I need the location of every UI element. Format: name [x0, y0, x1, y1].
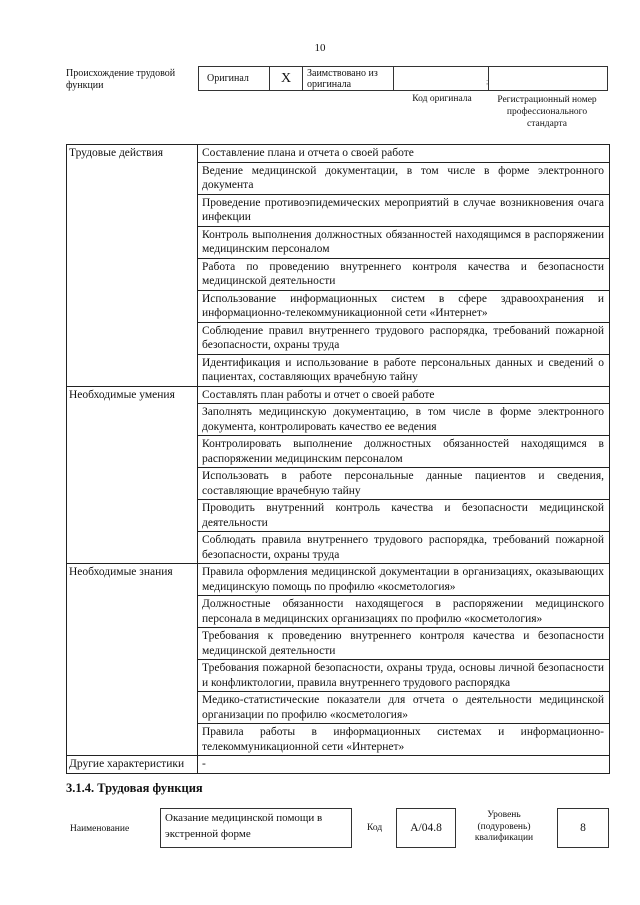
section-heading: 3.1.4. Трудовая функция [66, 781, 203, 795]
table-row: Составлять план работы и отчет о своей работе [202, 388, 435, 401]
table-row: Идентификация и использование в работе персональных данных и сведений о пациентах, составляющих врачебную тайну [198, 354, 609, 386]
function-name-box: Оказание медицинской помощи в экстренной форме [160, 808, 352, 848]
table-row: Использование информационных систем в сфере здравоохранения и информационно-телекоммуникационной сети «Интернет» [198, 290, 609, 322]
table-row: Должностные обязанности находящегося в распоряжении медицинского персонала в медицинских организациях по профилю «косметология» [198, 595, 609, 627]
group-label: Необходимые знания [67, 564, 198, 755]
table-row: Медико-статистические показатели для отчета о деятельности медицинской организации по профилю «косметология» [198, 691, 609, 723]
required-skills-group [67, 386, 609, 564]
table-row: Ведение медицинской документации, в том числе в форме электронного документа [198, 162, 609, 194]
original-mark: X [270, 67, 303, 90]
table-row: Правила работы в информационных системах и информационно-телекоммуникационной сети «Интернет» [198, 723, 609, 755]
code-box: А/04.8 [396, 808, 456, 848]
borrowed-label: Заимствовано из оригинала [303, 67, 394, 90]
origin-label: Происхождение трудовой функции [66, 68, 176, 91]
table-row: Заполнять медицинскую документацию, в том числе в форме электронного документа, контролировать качество ее ведения [198, 403, 609, 435]
table-row: Составление плана и отчета о своей работе [202, 147, 414, 159]
group-label: Необходимые умения [67, 387, 198, 564]
table-row: Требования пожарной безопасности, охраны труда, основы личной безопасности и конфликтологии, правила внутреннего трудового распорядка [198, 659, 609, 691]
registration-number-caption: Регистрационный номер профессионального стандарта [497, 95, 597, 129]
table-row: Требования к проведению внутреннего контроля качества и безопасности медицинской деятельности [198, 627, 609, 659]
table-row: Работа по проведению внутреннего контроля качества и безопасности медицинской деятельности [198, 258, 609, 290]
group-label: Трудовые действия [67, 145, 198, 386]
table-row: - [202, 758, 206, 770]
original-label: Оригинал [199, 67, 270, 90]
other-characteristics-group [67, 755, 609, 773]
page-number: 10 [314, 42, 326, 54]
table-row: Правила оформления медицинской документации в организациях, оказывающих медицинскую помощь по профилю «косметология» [202, 566, 604, 593]
tick-mark: ; [486, 77, 489, 86]
table-row: Контроль выполнения должностных обязанностей находящимся в распоряжении медицинским персоналом [198, 226, 609, 258]
table-row: Соблюдение правил внутреннего трудового распорядка, требований пожарной безопасности, охраны труда [198, 322, 609, 354]
original-code-caption: Код оригинала [412, 94, 472, 104]
required-knowledge-group [67, 563, 609, 755]
table-row: Соблюдать правила внутреннего трудового распорядка, требований пожарной безопасности, охраны труда [198, 531, 609, 563]
origin-table [198, 66, 608, 91]
table-row: Контролировать выполнение должностных обязанностей находящимся в распоряжении медицинским персоналом [198, 435, 609, 467]
qualification-level-box: 8 [557, 808, 609, 848]
original-code-cell [394, 67, 489, 90]
group-label: Другие характеристики [67, 756, 198, 773]
table-row: Проводить внутренний контроль качества и безопасности медицинской деятельности [198, 499, 609, 531]
table-row: Проведение противоэпидемических мероприятий в случае возникновения очага инфекции [198, 194, 609, 226]
qualification-level-label: Уровень (подуровень) квалификации [474, 810, 534, 843]
table-row: Использовать в работе персональные данные пациентов и сведения, составляющие врачебную тайну [198, 467, 609, 499]
function-requirements-table [66, 144, 610, 774]
registration-number-cell [489, 67, 607, 90]
name-label: Наименование [70, 824, 130, 834]
code-label: Код [367, 823, 383, 833]
labor-actions-group [67, 145, 609, 386]
